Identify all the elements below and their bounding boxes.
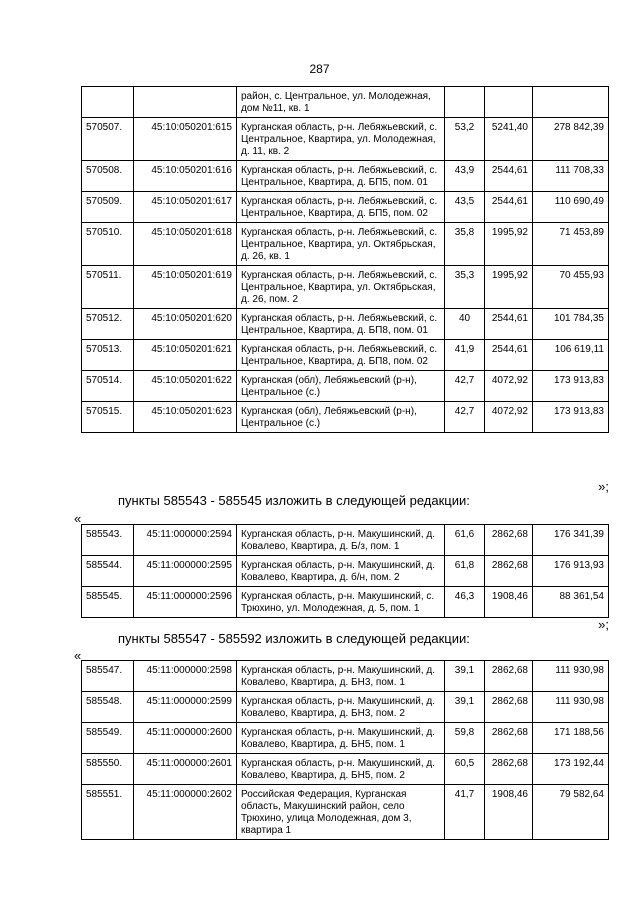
paragraph-2: пункты 585547 - 585592 изложить в следующей редакции: — [118, 631, 470, 646]
rate-cell: 1995,92 — [485, 266, 533, 309]
rate-cell: 4072,92 — [485, 371, 533, 402]
item-number-cell: 570508. — [82, 161, 134, 192]
cadastral-value-cell: 278 842,39 — [533, 118, 609, 161]
cadastral-number-cell: 45:10:050201:616 — [134, 161, 237, 192]
rate-cell: 2862,68 — [485, 525, 533, 556]
cadastral-number-cell: 45:10:050201:620 — [134, 309, 237, 340]
table-row — [82, 309, 609, 340]
address-cell: Курганская область, р-н. Лебяжьевский, с. Центральное, Квартира, ул. Молодежная, д. 11, кв. 2 — [237, 118, 445, 161]
cadastral-value-cell: 111 708,33 — [533, 161, 609, 192]
cadastral-number-cell: 45:11:000000:2599 — [134, 692, 237, 723]
area-cell: 42,7 — [445, 402, 485, 433]
cadastral-number-cell: 45:10:050201:615 — [134, 118, 237, 161]
cadastral-value-cell: 71 453,89 — [533, 223, 609, 266]
rate-cell: 2862,68 — [485, 556, 533, 587]
table-row — [82, 692, 609, 723]
table-row — [82, 161, 609, 192]
area-cell — [445, 87, 485, 118]
paragraph-1: пункты 585543 - 585545 изложить в следующей редакции: — [118, 493, 470, 508]
area-cell: 40 — [445, 309, 485, 340]
rate-cell: 2862,68 — [485, 754, 533, 785]
table-2 — [81, 524, 609, 618]
cadastral-value-cell: 173 913,83 — [533, 402, 609, 433]
address-cell: Курганская область, р-н. Лебяжьевский, с. Центральное, Квартира, д. БП8, пом. 02 — [237, 340, 445, 371]
area-cell: 60,5 — [445, 754, 485, 785]
item-number-cell: 585550. — [82, 754, 134, 785]
cadastral-number-cell: 45:11:000000:2594 — [134, 525, 237, 556]
cadastral-number-cell: 45:10:050201:621 — [134, 340, 237, 371]
table-row — [82, 223, 609, 266]
area-cell: 61,8 — [445, 556, 485, 587]
address-cell: Курганская (обл), Лебяжьевский (р-н), Центральное (с.) — [237, 402, 445, 433]
rate-cell: 4072,92 — [485, 402, 533, 433]
address-cell: Курганская область, р-н. Макушинский, с. Трюхино, ул. Молодежная, д. 5, пом. 1 — [237, 587, 445, 618]
cadastral-value-cell: 173 913,83 — [533, 371, 609, 402]
cadastral-number-cell: 45:11:000000:2596 — [134, 587, 237, 618]
cadastral-value-cell: 88 361,54 — [533, 587, 609, 618]
table-row — [82, 371, 609, 402]
cadastral-number-cell: 45:10:050201:623 — [134, 402, 237, 433]
table-row — [82, 87, 609, 118]
address-cell: Курганская область, р-н. Лебяжьевский, с. Центральное, Квартира, ул. Октябрьская, д. 26, пом. 2 — [237, 266, 445, 309]
item-number-cell: 585544. — [82, 556, 134, 587]
cadastral-number-cell: 45:10:050201:618 — [134, 223, 237, 266]
cadastral-value-cell: 176 341,39 — [533, 525, 609, 556]
cadastral-number-cell: 45:10:050201:619 — [134, 266, 237, 309]
open-quote-2: « — [74, 648, 82, 663]
open-quote-1: « — [74, 511, 82, 526]
address-cell: Курганская область, р-н. Макушинский, д. Ковалево, Квартира, д. БН3, пом. 2 — [237, 692, 445, 723]
table-row — [82, 785, 609, 840]
cadastral-value-cell: 176 913,93 — [533, 556, 609, 587]
cadastral-number-cell: 45:11:000000:2595 — [134, 556, 237, 587]
area-cell: 39,1 — [445, 692, 485, 723]
rate-cell: 2544,61 — [485, 192, 533, 223]
item-number-cell: 585548. — [82, 692, 134, 723]
area-cell: 43,5 — [445, 192, 485, 223]
rate-cell: 2862,68 — [485, 723, 533, 754]
area-cell: 41,7 — [445, 785, 485, 840]
table-row — [82, 340, 609, 371]
item-number-cell: 570515. — [82, 402, 134, 433]
rate-cell: 2862,68 — [485, 661, 533, 692]
table-row — [82, 402, 609, 433]
area-cell: 35,3 — [445, 266, 485, 309]
address-cell: Курганская область, р-н. Лебяжьевский, с. Центральное, Квартира, ул. Октябрьская, д. 26, кв. 1 — [237, 223, 445, 266]
item-number-cell: 585547. — [82, 661, 134, 692]
cadastral-value-cell: 173 192,44 — [533, 754, 609, 785]
item-number-cell: 585549. — [82, 723, 134, 754]
table-3-body — [82, 661, 609, 840]
cadastral-value-cell: 110 690,49 — [533, 192, 609, 223]
area-cell: 39,1 — [445, 661, 485, 692]
table-row — [82, 723, 609, 754]
item-number-cell: 570510. — [82, 223, 134, 266]
area-cell: 35,8 — [445, 223, 485, 266]
area-cell: 43,9 — [445, 161, 485, 192]
item-number-cell: 570513. — [82, 340, 134, 371]
table-row — [82, 661, 609, 692]
cadastral-value-cell: 106 619,11 — [533, 340, 609, 371]
address-cell: Курганская область, р-н. Лебяжьевский, с. Центральное, Квартира, д. БП8, пом. 01 — [237, 309, 445, 340]
area-cell: 46,3 — [445, 587, 485, 618]
address-cell: Курганская область, р-н. Макушинский, д. Ковалево, Квартира, д. БН3, пом. 1 — [237, 661, 445, 692]
cadastral-value-cell: 101 784,35 — [533, 309, 609, 340]
cadastral-number-cell: 45:10:050201:622 — [134, 371, 237, 402]
rate-cell: 2544,61 — [485, 340, 533, 371]
address-cell: Курганская область, р-н. Макушинский, д. Ковалево, Квартира, д. БН5, пом. 1 — [237, 723, 445, 754]
rate-cell: 2544,61 — [485, 309, 533, 340]
rate-cell — [485, 87, 533, 118]
address-cell: Российская Федерация, Курганская область, Макушинский район, село Трюхино, улица Молодежная, дом 3, квартира 1 — [237, 785, 445, 840]
table-3 — [81, 660, 609, 840]
rate-cell: 1908,46 — [485, 785, 533, 840]
item-number-cell: 585545. — [82, 587, 134, 618]
rate-cell: 2544,61 — [485, 161, 533, 192]
area-cell: 53,2 — [445, 118, 485, 161]
cadastral-number-cell: 45:11:000000:2598 — [134, 661, 237, 692]
item-number-cell: 585543. — [82, 525, 134, 556]
address-cell: Курганская область, р-н. Лебяжьевский, с. Центральное, Квартира, д. БП5, пом. 02 — [237, 192, 445, 223]
close-quote-2: »; — [598, 617, 609, 632]
address-cell: Курганская область, р-н. Макушинский, д. Ковалево, Квартира, д. б/н, пом. 2 — [237, 556, 445, 587]
table-row — [82, 587, 609, 618]
address-cell: Курганская область, р-н. Лебяжьевский, с. Центральное, Квартира, д. БП5, пом. 01 — [237, 161, 445, 192]
cadastral-number-cell: 45:11:000000:2600 — [134, 723, 237, 754]
page-number: 287 — [309, 62, 330, 76]
table-row — [82, 118, 609, 161]
cadastral-value-cell: 70 455,93 — [533, 266, 609, 309]
item-number-cell: 570511. — [82, 266, 134, 309]
cadastral-number-cell: 45:11:000000:2601 — [134, 754, 237, 785]
table-1-body — [82, 87, 609, 433]
cadastral-value-cell: 171 188,56 — [533, 723, 609, 754]
area-cell: 41,9 — [445, 340, 485, 371]
cadastral-number-cell — [134, 87, 237, 118]
table-row — [82, 556, 609, 587]
address-cell: Курганская область, р-н. Макушинский, д. Ковалево, Квартира, д. БН5, пом. 2 — [237, 754, 445, 785]
area-cell: 61,6 — [445, 525, 485, 556]
cadastral-value-cell: 111 930,98 — [533, 692, 609, 723]
area-cell: 42,7 — [445, 371, 485, 402]
item-number-cell: 570512. — [82, 309, 134, 340]
rate-cell: 1908,46 — [485, 587, 533, 618]
item-number-cell: 585551. — [82, 785, 134, 840]
rate-cell: 2862,68 — [485, 692, 533, 723]
table-row — [82, 754, 609, 785]
cadastral-number-cell: 45:11:000000:2602 — [134, 785, 237, 840]
table-2-body — [82, 525, 609, 618]
address-cell: Курганская область, р-н. Макушинский, д. Ковалево, Квартира, д. Б/з, пом. 1 — [237, 525, 445, 556]
item-number-cell: 570507. — [82, 118, 134, 161]
address-cell: Курганская (обл), Лебяжьевский (р-н), Центральное (с.) — [237, 371, 445, 402]
close-quote-1: »; — [598, 479, 609, 494]
table-1 — [81, 86, 609, 433]
table-row — [82, 525, 609, 556]
table-row — [82, 266, 609, 309]
table-row — [82, 192, 609, 223]
item-number-cell — [82, 87, 134, 118]
item-number-cell: 570509. — [82, 192, 134, 223]
rate-cell: 5241,40 — [485, 118, 533, 161]
item-number-cell: 570514. — [82, 371, 134, 402]
cadastral-value-cell: 111 930,98 — [533, 661, 609, 692]
cadastral-value-cell — [533, 87, 609, 118]
cadastral-value-cell: 79 582,64 — [533, 785, 609, 840]
rate-cell: 1995,92 — [485, 223, 533, 266]
area-cell: 59,8 — [445, 723, 485, 754]
cadastral-number-cell: 45:10:050201:617 — [134, 192, 237, 223]
address-cell: район, с. Центральное, ул. Молодежная, дом №11, кв. 1 — [237, 87, 445, 118]
